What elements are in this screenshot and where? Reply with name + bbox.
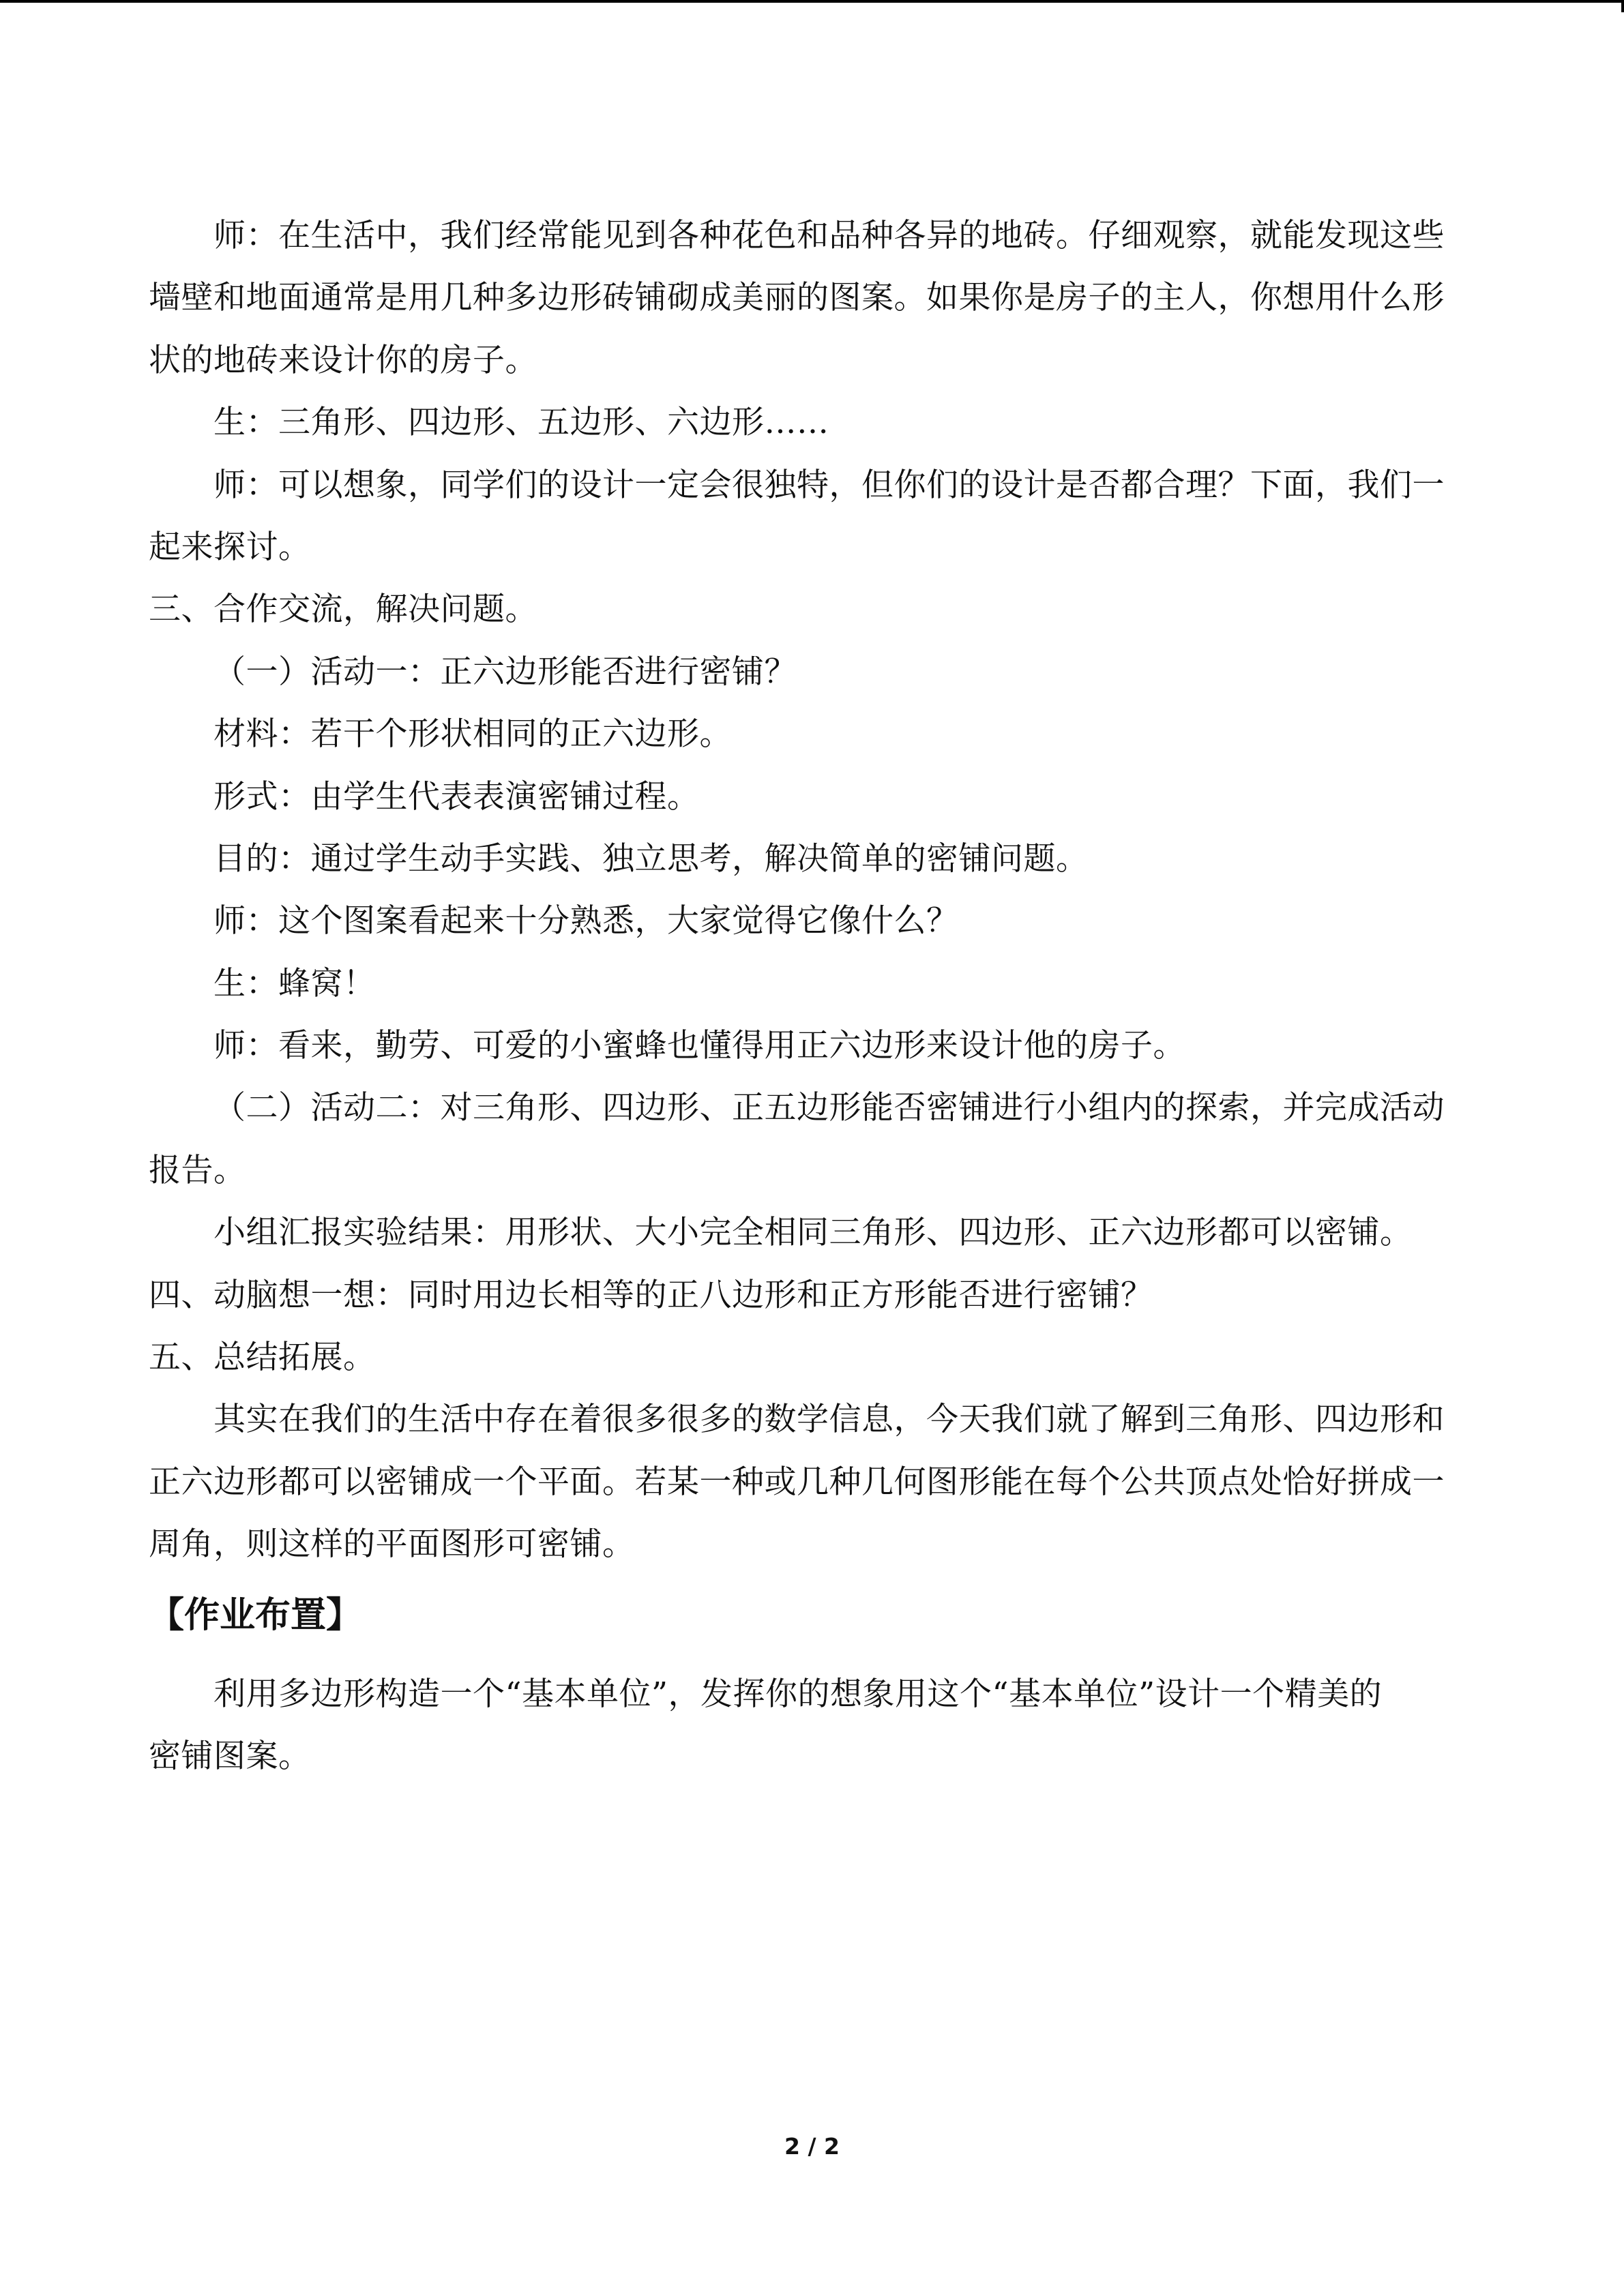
paragraph-line: 师：这个图案看起来十分熟悉，大家觉得它像什么？ bbox=[213, 902, 959, 940]
paragraph-line: 墙壁和地面通常是用几种多边形砖铺砌成美丽的图案。如果你是房子的主人，你想用什么形 bbox=[149, 279, 1445, 317]
paragraph-line: 周角，则这样的平面图形可密铺。 bbox=[149, 1525, 635, 1564]
paragraph-line: 利用多边形构造一个“基本单位”，发挥你的想象用这个“基本单位”设计一个精美的 bbox=[213, 1675, 1383, 1713]
page-corner-mark bbox=[1621, 0, 1624, 12]
paragraph-line: 师：在生活中，我们经常能见到各种花色和品种各异的地砖。仔细观察，就能发现这些 bbox=[213, 217, 1445, 254]
paragraph-line: 生：三角形、四边形、五边形、六边形…… bbox=[213, 404, 829, 442]
paragraph-line: 生：蜂窝！ bbox=[213, 964, 376, 1002]
paragraph-line: 目的：通过学生动手实践、独立思考，解决简单的密铺问题。 bbox=[213, 839, 1089, 878]
paragraph-line: （二）活动二：对三角形、四边形、正五边形能否密铺进行小组内的探索，并完成活动 bbox=[213, 1089, 1445, 1127]
paragraph-line: 密铺图案。 bbox=[149, 1737, 311, 1775]
paragraph-line: 其实在我们的生活中存在着很多很多的数学信息，今天我们就了解到三角形、四边形和 bbox=[213, 1401, 1445, 1439]
paragraph-line: 师：可以想象，同学们的设计一定会很独特，但你们的设计是否都合理？下面，我们一 bbox=[213, 466, 1445, 504]
section-heading-line: 五、总结拓展。 bbox=[149, 1339, 376, 1377]
section-heading-line: 四、动脑想一想：同时用边长相等的正八边形和正方形能否进行密铺？ bbox=[149, 1276, 1153, 1314]
document-body bbox=[149, 205, 1458, 1787]
homework-section bbox=[149, 1663, 1458, 1788]
paragraph-line: 状的地砖来设计你的房子。 bbox=[149, 341, 537, 379]
section-heading-line: 三、合作交流，解决问题。 bbox=[149, 591, 537, 629]
paragraph-line: 报告。 bbox=[149, 1151, 246, 1189]
page-number: 2 / 2 bbox=[784, 2133, 840, 2160]
paragraph-line: 正六边形都可以密铺成一个平面。若某一种或几种几何图形能在每个公共顶点处恰好拼成一 bbox=[149, 1463, 1445, 1501]
lesson-section bbox=[149, 205, 1458, 1576]
paragraph-line: 起来探讨。 bbox=[149, 528, 311, 566]
page-top-border bbox=[0, 0, 1624, 3]
paragraph-line: 师：看来，勤劳、可爱的小蜜蜂也懂得用正六边形来设计他的房子。 bbox=[213, 1027, 1185, 1065]
paragraph-line: 小组汇报实验结果：用形状、大小完全相同三角形、四边形、正六边形都可以密铺。 bbox=[213, 1214, 1413, 1252]
paragraph-line: 材料：若干个形状相同的正六边形。 bbox=[213, 715, 732, 754]
homework-heading: 【作业布置】 bbox=[149, 1594, 362, 1636]
paragraph-line: （一）活动一：正六边形能否进行密铺？ bbox=[213, 653, 797, 691]
paragraph-line: 形式：由学生代表表演密铺过程。 bbox=[213, 777, 700, 816]
